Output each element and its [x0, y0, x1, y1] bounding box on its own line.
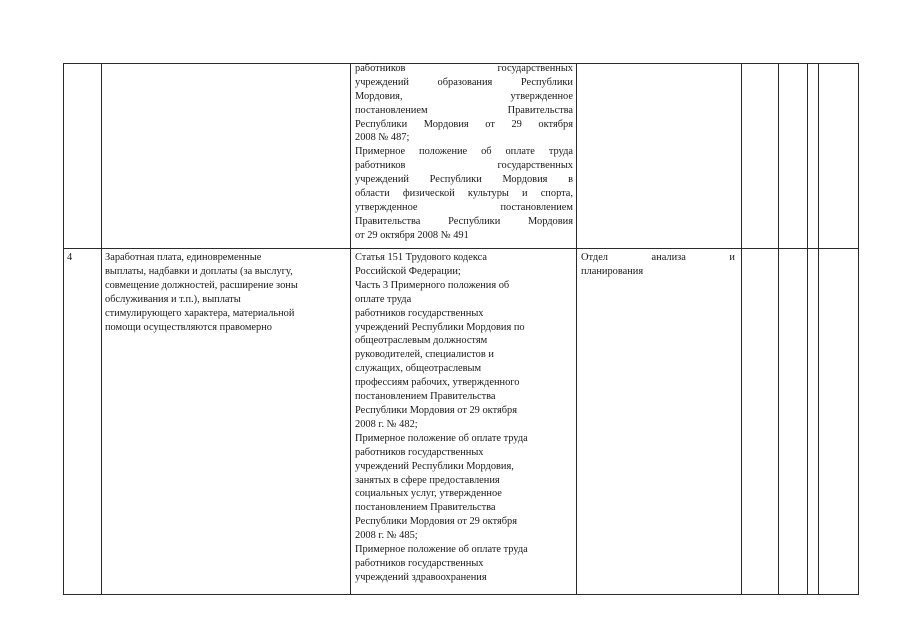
legal-basis-line: работников государственных	[355, 557, 484, 569]
legal-basis-line: постановлением Правительства	[355, 104, 573, 116]
legal-basis-line: учреждений Республики Мордовия по	[355, 321, 525, 333]
question-line: совмещение должностей, расширение зоны	[105, 279, 298, 291]
column-border	[63, 63, 64, 595]
legal-basis-line: руководителей, специалистов и	[355, 349, 494, 361]
question-line: помощи осуществляются правомерно	[105, 321, 272, 333]
legal-basis-line: Статья 151 Трудового кодекса	[355, 252, 487, 263]
legal-basis-line: Примерное положение об оплате труда	[355, 432, 528, 444]
legal-basis-line: 2008 г. № 485;	[355, 530, 418, 542]
column-border	[350, 63, 351, 595]
legal-basis-line: учреждений Республики Мордовия в	[355, 174, 573, 186]
column-border	[818, 63, 819, 595]
legal-basis-line: Мордовия, утвержденное	[355, 90, 573, 102]
legal-basis-line: утвержденное постановлением	[355, 201, 573, 213]
responsible-line: планирования	[581, 265, 644, 277]
column-border	[858, 63, 859, 595]
legal-basis-line: Республики Мордовия от 29 октября	[355, 404, 518, 416]
table-bottom-border	[63, 594, 859, 595]
legal-basis-line: оплате труда	[355, 293, 412, 305]
legal-basis-line: Примерное положение об оплате труда	[355, 146, 573, 158]
legal-basis-line: учреждений здравоохранения	[355, 571, 487, 583]
question-line: выплаты, надбавки и доплаты (за выслугу,	[105, 265, 293, 277]
column-border	[741, 63, 742, 595]
legal-basis-line: занятых в сфере предоставления	[355, 474, 500, 486]
legal-basis-cell	[355, 251, 574, 585]
legal-basis-line: постановлением Правительства	[355, 391, 496, 403]
question-cell	[105, 251, 347, 334]
legal-basis-line: Примерное положение об оплате труда	[355, 544, 528, 556]
legal-basis-line: общеотраслевым должностям	[355, 335, 488, 347]
legal-basis-line: учреждений Республики Мордовия,	[355, 460, 514, 472]
legal-basis-line: работников государственных	[355, 307, 484, 319]
legal-basis-line: социальных услуг, утвержденное	[355, 488, 502, 500]
legal-basis-line: Правительства Республики Мордовия	[355, 215, 573, 227]
row-divider	[63, 248, 859, 249]
legal-basis-line: Российской Федерации;	[355, 265, 461, 277]
column-border	[576, 63, 577, 595]
column-border	[807, 63, 808, 595]
legal-basis-line: области физической культуры и спорта,	[355, 188, 573, 200]
question-line: стимулирующего характера, материальной	[105, 307, 295, 319]
legal-basis-line: работников государственных	[355, 63, 573, 74]
legal-basis-line: работников государственных	[355, 446, 484, 458]
legal-basis-line: 2008 г. № 482;	[355, 418, 418, 430]
legal-basis-line: Республики Мордовия от 29 октября	[355, 516, 518, 528]
row-number: 4	[67, 252, 73, 263]
question-line: Заработная плата, единовременные	[105, 252, 262, 263]
responsible-cell	[581, 251, 735, 279]
continued-legal-basis-cell	[355, 62, 573, 243]
column-border	[101, 63, 102, 595]
column-border	[778, 63, 779, 595]
legal-basis-line: работников государственных	[355, 160, 573, 172]
legal-basis-line: 2008 № 487;	[355, 132, 410, 144]
legal-basis-line: профессиям рабочих, утвержденного	[355, 377, 520, 389]
legal-basis-line: служащих, общеотраслевым	[355, 363, 482, 375]
legal-basis-line: учреждений образования Республики	[355, 76, 573, 88]
legal-basis-line: Часть 3 Примерного положения об	[355, 279, 510, 291]
responsible-line: Отдел анализа и	[581, 252, 735, 263]
legal-basis-line: от 29 октября 2008 № 491	[355, 229, 469, 241]
legal-basis-line: постановлением Правительства	[355, 502, 496, 514]
legal-basis-line: Республики Мордовия от 29 октября	[355, 118, 573, 130]
question-line: обслуживания и т.п.), выплаты	[105, 293, 241, 305]
